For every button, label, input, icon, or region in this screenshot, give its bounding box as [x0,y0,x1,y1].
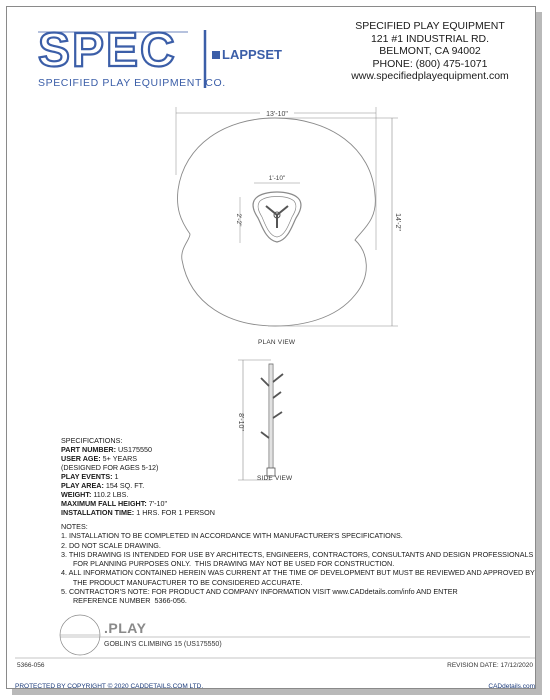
lappset-logo [212,47,282,62]
install-time-value: 1 HRS. FOR 1 PERSON [136,508,215,517]
spec-logo-subtitle: SPECIFIED PLAY EQUIPMENT CO. [38,77,226,89]
note-2: 2. DO NOT SCALE DRAWING. [61,540,161,550]
spec-heading: SPECIFICATIONS: [61,436,123,445]
company-phone: PHONE: (800) 475-1071 [372,57,488,70]
part-number-value: US175550 [117,445,152,454]
designed-for: (DESIGNED FOR AGES 5-12) [61,463,159,472]
install-time-label: INSTALLATION TIME: [61,508,135,517]
reference-number: 5366-056 [17,662,45,669]
play-events-label: PLAY EVENTS: [61,472,113,481]
fall-height-value: 7'-10" [148,499,168,508]
note-1: 1. INSTALLATION TO BE COMPLETED IN ACCORDANCE WITH MANUFACTURER'S SPECIFICATIONS. [61,531,403,541]
spec-logo [38,24,226,89]
note-5-line-1: 5. CONTRACTOR'S NOTE: FOR PRODUCT AND COMPANY INFORMATION VISIT www.CADdetails.com/info AND ENTER [61,587,458,597]
lappset-mark-icon [212,51,220,59]
plan-height-label: 14'-2" [394,213,401,231]
note-3-line-2: FOR PLANNING PURPOSES ONLY. THIS DRAWING MAY NOT BE USED FOR CONSTRUCTION. [61,559,395,569]
caddetails-link[interactable]: CADdetails.com [488,683,535,690]
plan-view-label: PLAN VIEW [258,339,296,346]
company-website[interactable]: www.specifiedplayequipment.com [351,70,509,82]
specifications [61,436,291,517]
fall-height-label: MAXIMUM FALL HEIGHT: [61,499,147,508]
plan-inner-height-label: 2'-2" [235,213,242,227]
plan-view-drawing [150,100,410,340]
user-age-label: USER AGE: [61,454,101,463]
note-4-line-1: 4. ALL INFORMATION CONTAINED HEREIN WAS CURRENT AT THE TIME OF DEVELOPMENT BUT MUST BE REVIEWED AND APPROVED BY [61,568,535,578]
side-view-label: SIDE VIEW [257,475,293,482]
notes-heading: NOTES: [61,522,88,531]
play-events-value: 1 [114,472,119,481]
title-block-frame [0,600,550,670]
product-title: .PLAY [104,620,147,636]
company-address-2: BELMONT, CA 94002 [379,45,481,57]
notes [61,522,535,606]
note-5-line-2: REFERENCE NUMBER 5366-056. [61,596,187,606]
weight-label: WEIGHT: [61,490,92,499]
note-3-line-1: 3. THIS DRAWING IS INTENDED FOR USE BY ARCHITECTS, ENGINEERS, CONTRACTORS, CONSULTANTS AND DESIGN PROFESSIONALS [61,549,534,559]
weight-value: 110.2 LBS. [93,490,129,499]
company-name: SPECIFIED PLAY EQUIPMENT [355,20,505,32]
plan-width-label: 13'-10" [266,111,288,118]
side-height-label: 8'-10" [237,413,244,431]
side-branch-2 [261,378,269,386]
revision-date: REVISION DATE: 17/12/2020 [447,662,533,669]
copyright-text: PROTECTED BY COPYRIGHT © 2020 CADDETAILS.COM LTD. [15,683,204,690]
logo-area [30,24,330,96]
plan-arm-left [266,206,277,215]
side-branch-3 [273,392,281,398]
side-branch-1 [273,374,283,382]
play-area-value: 154 SQ. FT. [105,481,145,490]
play-area-label: PLAY AREA: [61,481,104,490]
side-branch-4 [273,412,282,418]
part-number-label: PART NUMBER: [61,445,116,454]
company-info [340,20,520,83]
lappset-logo-text: LAPPSET [222,47,282,62]
plan-arm-right [277,206,288,215]
product-subtitle: GOBLIN'S CLIMBING 15 (US175550) [104,641,222,648]
plan-inner-width-label: 1'-10" [268,175,286,182]
company-address-1: 121 #1 INDUSTRIAL RD. [370,32,490,45]
spec-logo-text: SPEC [38,24,177,77]
note-4-line-2: THE PRODUCT MANUFACTURER TO BE CONSIDERED ACCURATE. [61,577,303,587]
user-age-value: 5+ YEARS [102,454,138,463]
